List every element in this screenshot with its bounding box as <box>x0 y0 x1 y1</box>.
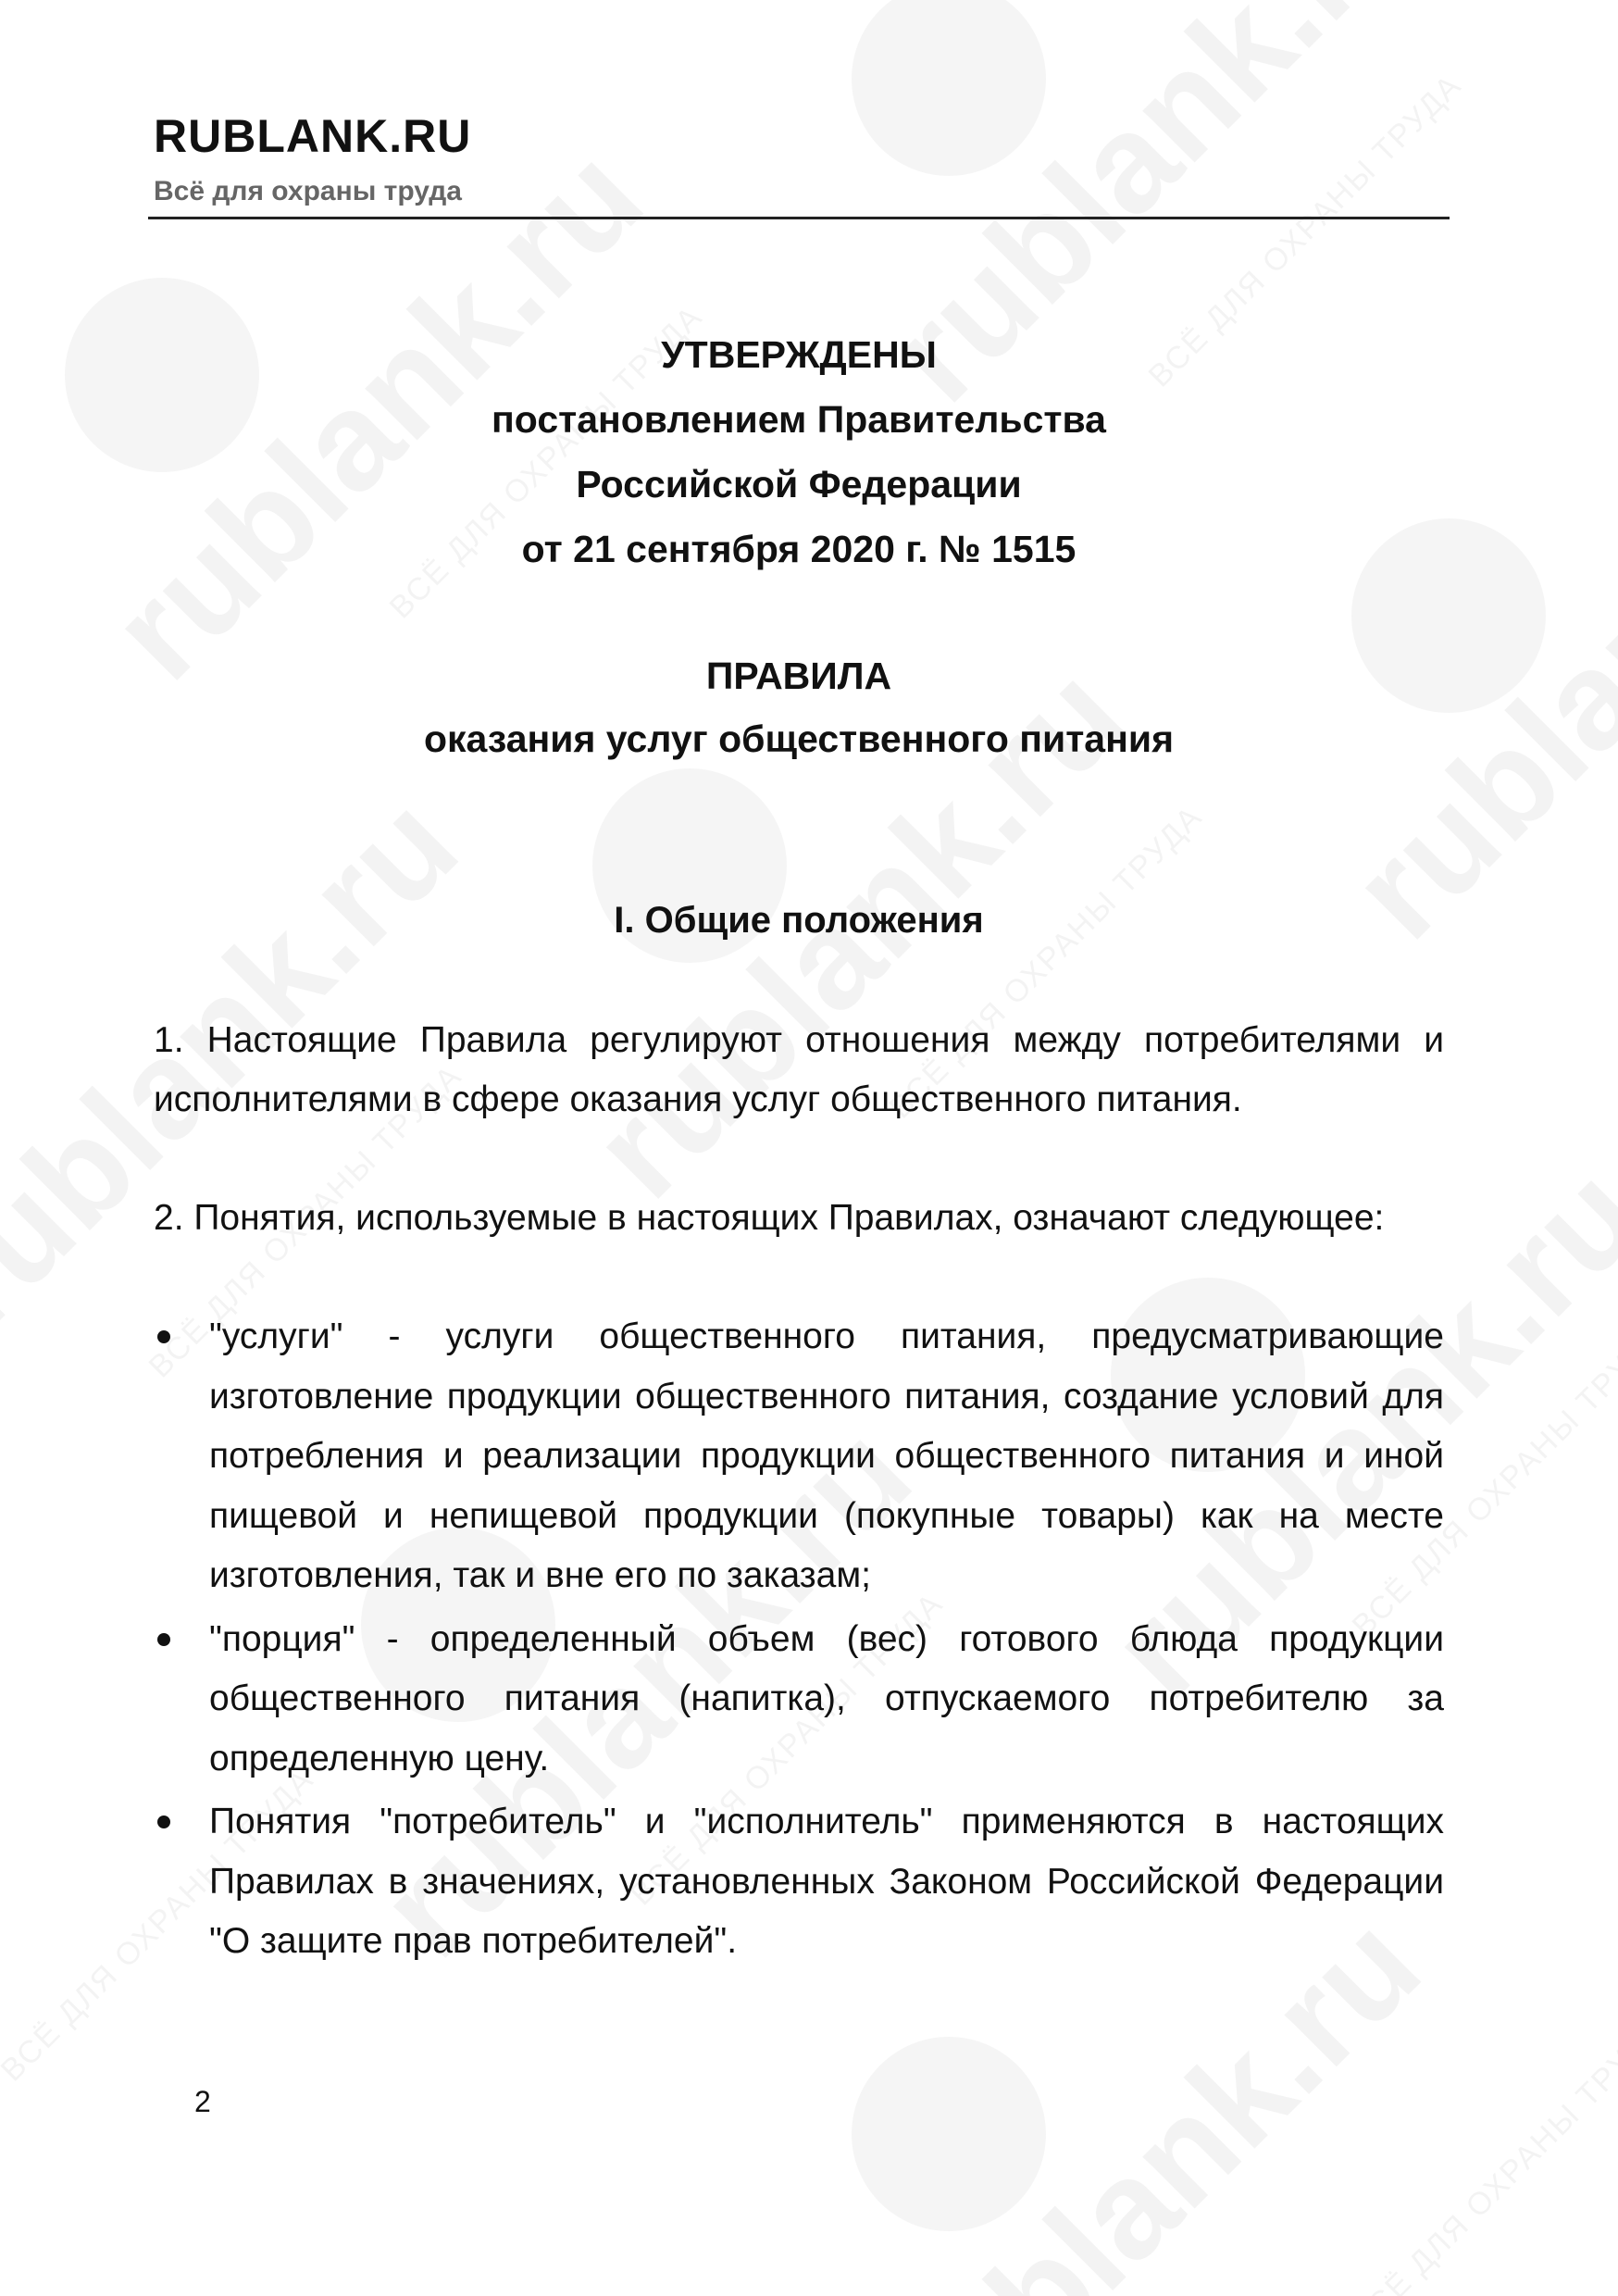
paragraph-2: 2. Понятия, используемые в настоящих Правилах, означают следующее: <box>154 1198 1385 1238</box>
list-item-text: Понятия "потребитель" и "исполнитель" применяются в настоящих Правилах в значениях, установленных Законом Российской Федерации "О защите прав потребителей". <box>209 1802 1444 1961</box>
rules-title: ПРАВИЛА <box>705 655 892 697</box>
approval-line: постановлением Правительства <box>492 398 1106 441</box>
approval-line: УТВЕРЖДЕНЫ <box>661 333 937 376</box>
header-divider <box>148 217 1450 219</box>
bullet-icon <box>157 1633 170 1646</box>
watermark-logo-circle <box>852 0 1046 176</box>
rules-subtitle: оказания услуг общественного питания <box>423 718 1174 760</box>
list-item-text: "услуги" - услуги общественного питания, предусматривающие изготовление продукции общественного питания, создание условий для потребления и реализации продукции общественного питания и иной пищевой и непищевой продукции (покупные товары) как на месте изготовления, так и вне его по заказам; <box>209 1316 1444 1595</box>
site-tagline: Всё для охраны труда <box>154 176 462 206</box>
approval-line: Российской Федерации <box>576 463 1022 505</box>
list-item <box>154 1792 1444 1972</box>
watermark-logo-circle <box>852 2037 1046 2231</box>
bullet-icon <box>157 1330 170 1343</box>
definitions-list <box>154 1307 1444 1976</box>
watermark-tagline <box>1346 2012 1618 2296</box>
page-number: 2 <box>194 2085 211 2118</box>
list-item-text: "порция" - определенный объем (вес) готового блюда продукции общественного питания (напитка), отпускаемого потребителю за определенную цену. <box>209 1618 1444 1778</box>
bullet-icon <box>157 1816 170 1828</box>
rules-title-block <box>154 644 1444 770</box>
approval-block <box>154 322 1444 581</box>
section-heading: I. Общие положения <box>614 900 984 941</box>
list-item <box>154 1307 1444 1606</box>
approval-date-line: от 21 сентября 2020 г. № 1515 <box>521 528 1077 570</box>
paragraph-1: 1. Настоящие Правила регулируют отношения между потребителями и исполнителями в сфере оказания услуг общественного питания. <box>154 1020 1444 1119</box>
site-title: RUBLANK.RU <box>154 110 472 162</box>
list-item <box>154 1610 1444 1790</box>
